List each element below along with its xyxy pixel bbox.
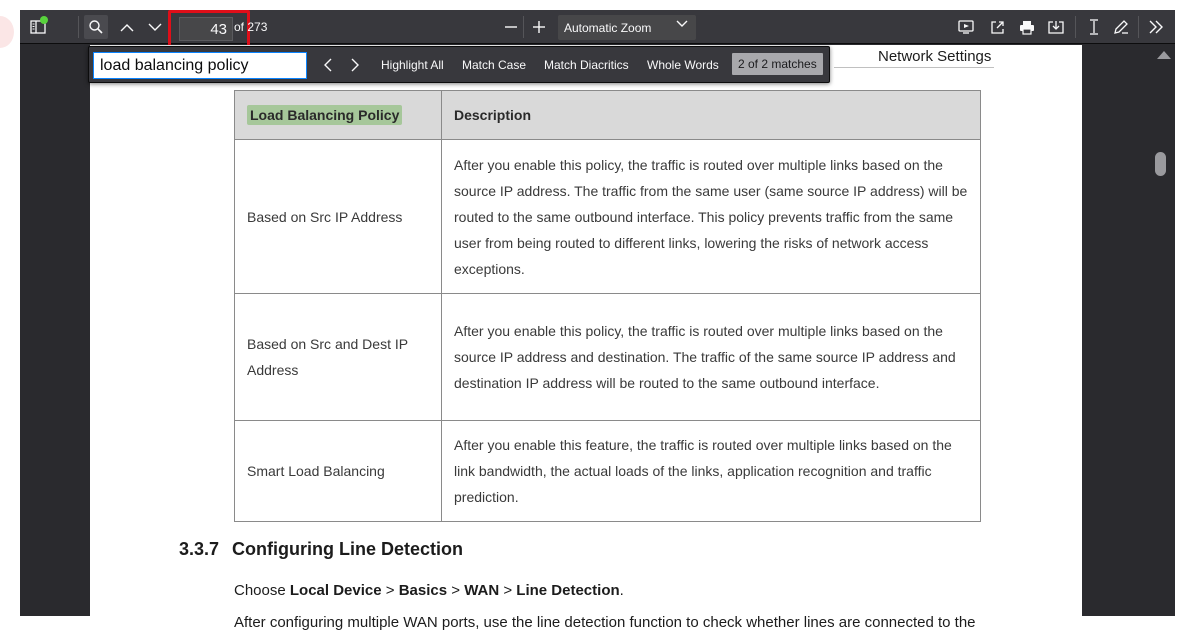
zoom-out-button[interactable] xyxy=(499,15,523,39)
policy-cell: Based on Src IP Address xyxy=(235,140,442,294)
printer-icon xyxy=(1019,20,1035,35)
find-next-button[interactable] xyxy=(343,53,367,77)
download-button[interactable] xyxy=(1044,15,1068,39)
path-separator: > xyxy=(381,582,399,599)
presentation-icon xyxy=(990,20,1005,35)
header-rule xyxy=(834,67,994,68)
search-icon xyxy=(89,20,103,34)
tools-menu-button[interactable] xyxy=(1144,15,1168,39)
running-header: Network Settings xyxy=(878,48,992,65)
match-diacritics-toggle[interactable]: Match Diacritics xyxy=(544,58,629,72)
policy-cell: Based on Src and Dest IP Address xyxy=(235,294,442,421)
open-file-icon xyxy=(958,20,974,34)
chevron-down-icon xyxy=(148,23,162,32)
chevron-right-icon xyxy=(351,58,360,72)
page-number-input[interactable] xyxy=(179,17,233,41)
scroll-up-arrow-icon[interactable] xyxy=(1157,51,1171,59)
path-separator: > xyxy=(499,582,517,599)
table-header-row xyxy=(235,91,981,140)
page-count-label: of 273 xyxy=(234,20,268,34)
section-title: Configuring Line Detection xyxy=(232,539,463,559)
table-row xyxy=(235,421,981,522)
text-select-tool-button[interactable] xyxy=(1082,15,1106,39)
attachment-indicator-dot xyxy=(40,16,48,24)
zoom-select[interactable] xyxy=(558,15,696,40)
left-edge xyxy=(0,0,20,616)
navigation-path-text xyxy=(234,582,624,599)
previous-page-button[interactable] xyxy=(115,15,139,39)
toolbar-separator xyxy=(523,16,524,38)
find-results-count: 2 of 2 matches xyxy=(732,53,823,75)
find-bar xyxy=(88,46,830,83)
find-input[interactable] xyxy=(93,52,307,79)
description-cell: After you enable this policy, the traffic is routed over multiple links based on the source IP address and destination. The traffic of the same source IP address and destination IP address will be routed to the same outbound interface. xyxy=(442,294,981,421)
minus-icon xyxy=(504,20,518,34)
plus-icon xyxy=(532,20,546,34)
zoom-in-button[interactable] xyxy=(527,15,551,39)
whole-words-toggle[interactable]: Whole Words xyxy=(647,58,719,72)
path-step: Line Detection xyxy=(516,582,620,599)
toolbar-separator xyxy=(1138,16,1139,38)
chevron-up-icon xyxy=(120,23,134,32)
search-match-highlight: Load Balancing Policy xyxy=(247,105,402,125)
table-row xyxy=(235,294,981,421)
path-suffix: . xyxy=(619,582,624,599)
toolbar-separator xyxy=(1075,16,1076,38)
section-number: 3.3.7 xyxy=(179,539,220,559)
double-chevron-right-icon xyxy=(1148,20,1164,34)
description-cell: After you enable this feature, the traffic is routed over multiple links based on the link bandwidth, the actual loads of the links, application recognition and traffic prediction. xyxy=(442,421,981,522)
text-cursor-icon xyxy=(1089,19,1099,35)
table-header-cell xyxy=(235,91,442,140)
path-separator: > xyxy=(447,582,465,599)
table-header-cell: Description xyxy=(442,91,981,140)
toolbar xyxy=(20,10,1175,44)
highlight-all-toggle[interactable]: Highlight All xyxy=(381,58,444,72)
presentation-mode-button[interactable] xyxy=(985,15,1009,39)
chevron-left-icon xyxy=(323,58,332,72)
draw-annotation-button[interactable] xyxy=(1109,15,1133,39)
print-button[interactable] xyxy=(1015,15,1039,39)
find-button[interactable] xyxy=(84,15,108,39)
find-previous-button[interactable] xyxy=(315,53,339,77)
path-step: WAN xyxy=(464,582,500,599)
description-cell: After you enable this policy, the traffic is routed over multiple links based on the source IP address. The traffic from the same user (same source IP address) will be routed to the same outbound interface. This policy prevents traffic from the same user from being routed to different links, lowering the risks of network access exceptions. xyxy=(442,140,981,294)
match-case-toggle[interactable]: Match Case xyxy=(462,58,527,72)
zoom-select-label: Automatic Zoom xyxy=(564,21,652,35)
toolbar-separator xyxy=(78,16,79,38)
download-icon xyxy=(1048,20,1064,35)
open-file-button[interactable] xyxy=(954,15,978,39)
extension-badge xyxy=(0,16,14,48)
vertical-scrollbar[interactable] xyxy=(1153,45,1175,616)
load-balancing-policy-table xyxy=(234,90,981,522)
scrollbar-thumb[interactable] xyxy=(1155,152,1166,176)
policy-cell: Smart Load Balancing xyxy=(235,421,442,522)
path-step: Basics xyxy=(398,582,448,599)
table-row xyxy=(235,140,981,294)
body-paragraph: After configuring multiple WAN ports, use the line detection function to check whether lines are connected to the xyxy=(234,614,976,631)
pdf-viewer xyxy=(20,10,1175,631)
path-prefix: Choose xyxy=(234,582,290,599)
pdf-page xyxy=(90,45,1082,631)
chevron-down-icon xyxy=(676,20,688,28)
pen-icon xyxy=(1113,19,1129,35)
path-step: Local Device xyxy=(289,582,382,599)
next-page-button[interactable] xyxy=(143,15,167,39)
